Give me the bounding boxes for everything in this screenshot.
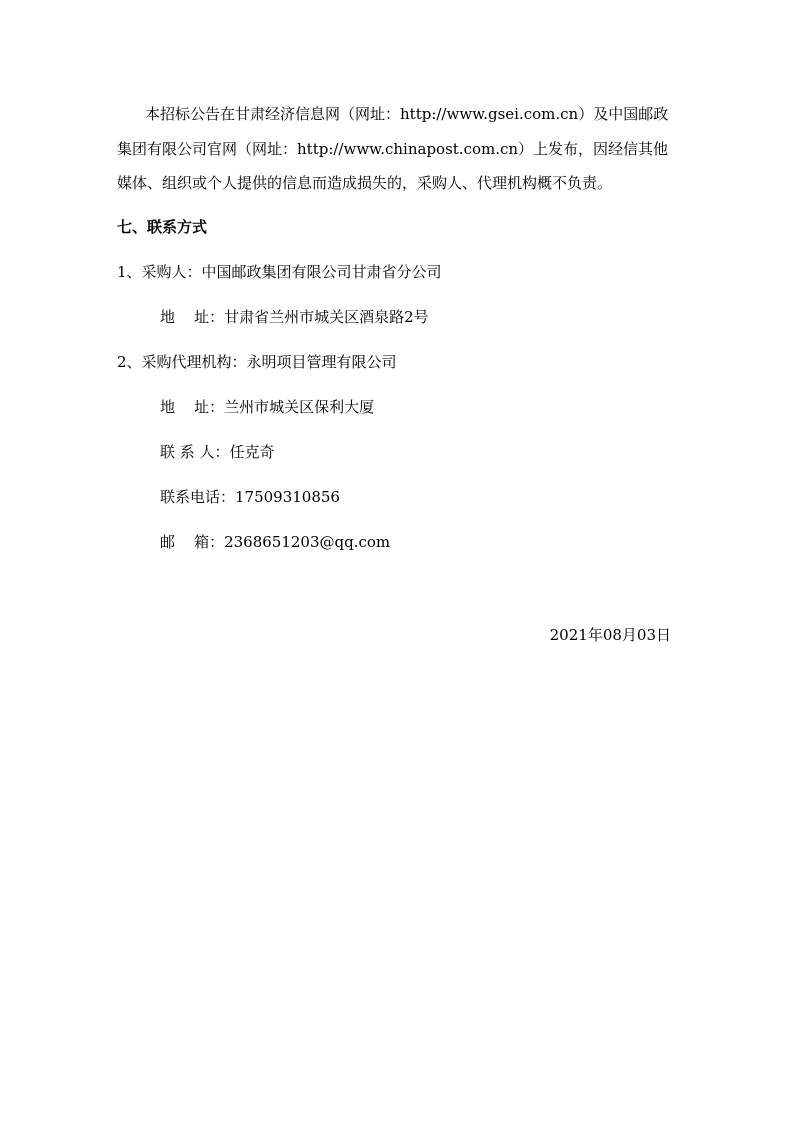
document-date: 2021年08月03日 (549, 626, 671, 644)
notice-line-3: 媒体、组织或个人提供的信息而造成损失的，采购人、代理机构概不负责。 (117, 174, 613, 192)
notice-line-2: 集团有限公司官网（网址：http://www.chinapost.com.cn）上发布，因经信其他 (117, 140, 669, 158)
agency-email: 邮 箱：2368651203@qq.com (160, 533, 391, 551)
notice-line-1: 本招标公告在甘肃经济信息网（网址：http://www.gsei.com.cn）及中国邮政 (145, 105, 669, 123)
purchaser-address: 地 址：甘肃省兰州市城关区酒泉路2号 (160, 308, 429, 326)
agency-label: 2、采购代理机构：永明项目管理有限公司 (117, 353, 397, 371)
section-heading: 七、联系方式 (117, 218, 208, 236)
agency-phone: 联系电话：17509310856 (160, 488, 340, 506)
agency-contact: 联 系 人：任克奇 (160, 443, 275, 461)
agency-address: 地 址：兰州市城关区保利大厦 (160, 398, 375, 416)
purchaser-label: 1、采购人：中国邮政集团有限公司甘肃省分公司 (117, 263, 442, 281)
